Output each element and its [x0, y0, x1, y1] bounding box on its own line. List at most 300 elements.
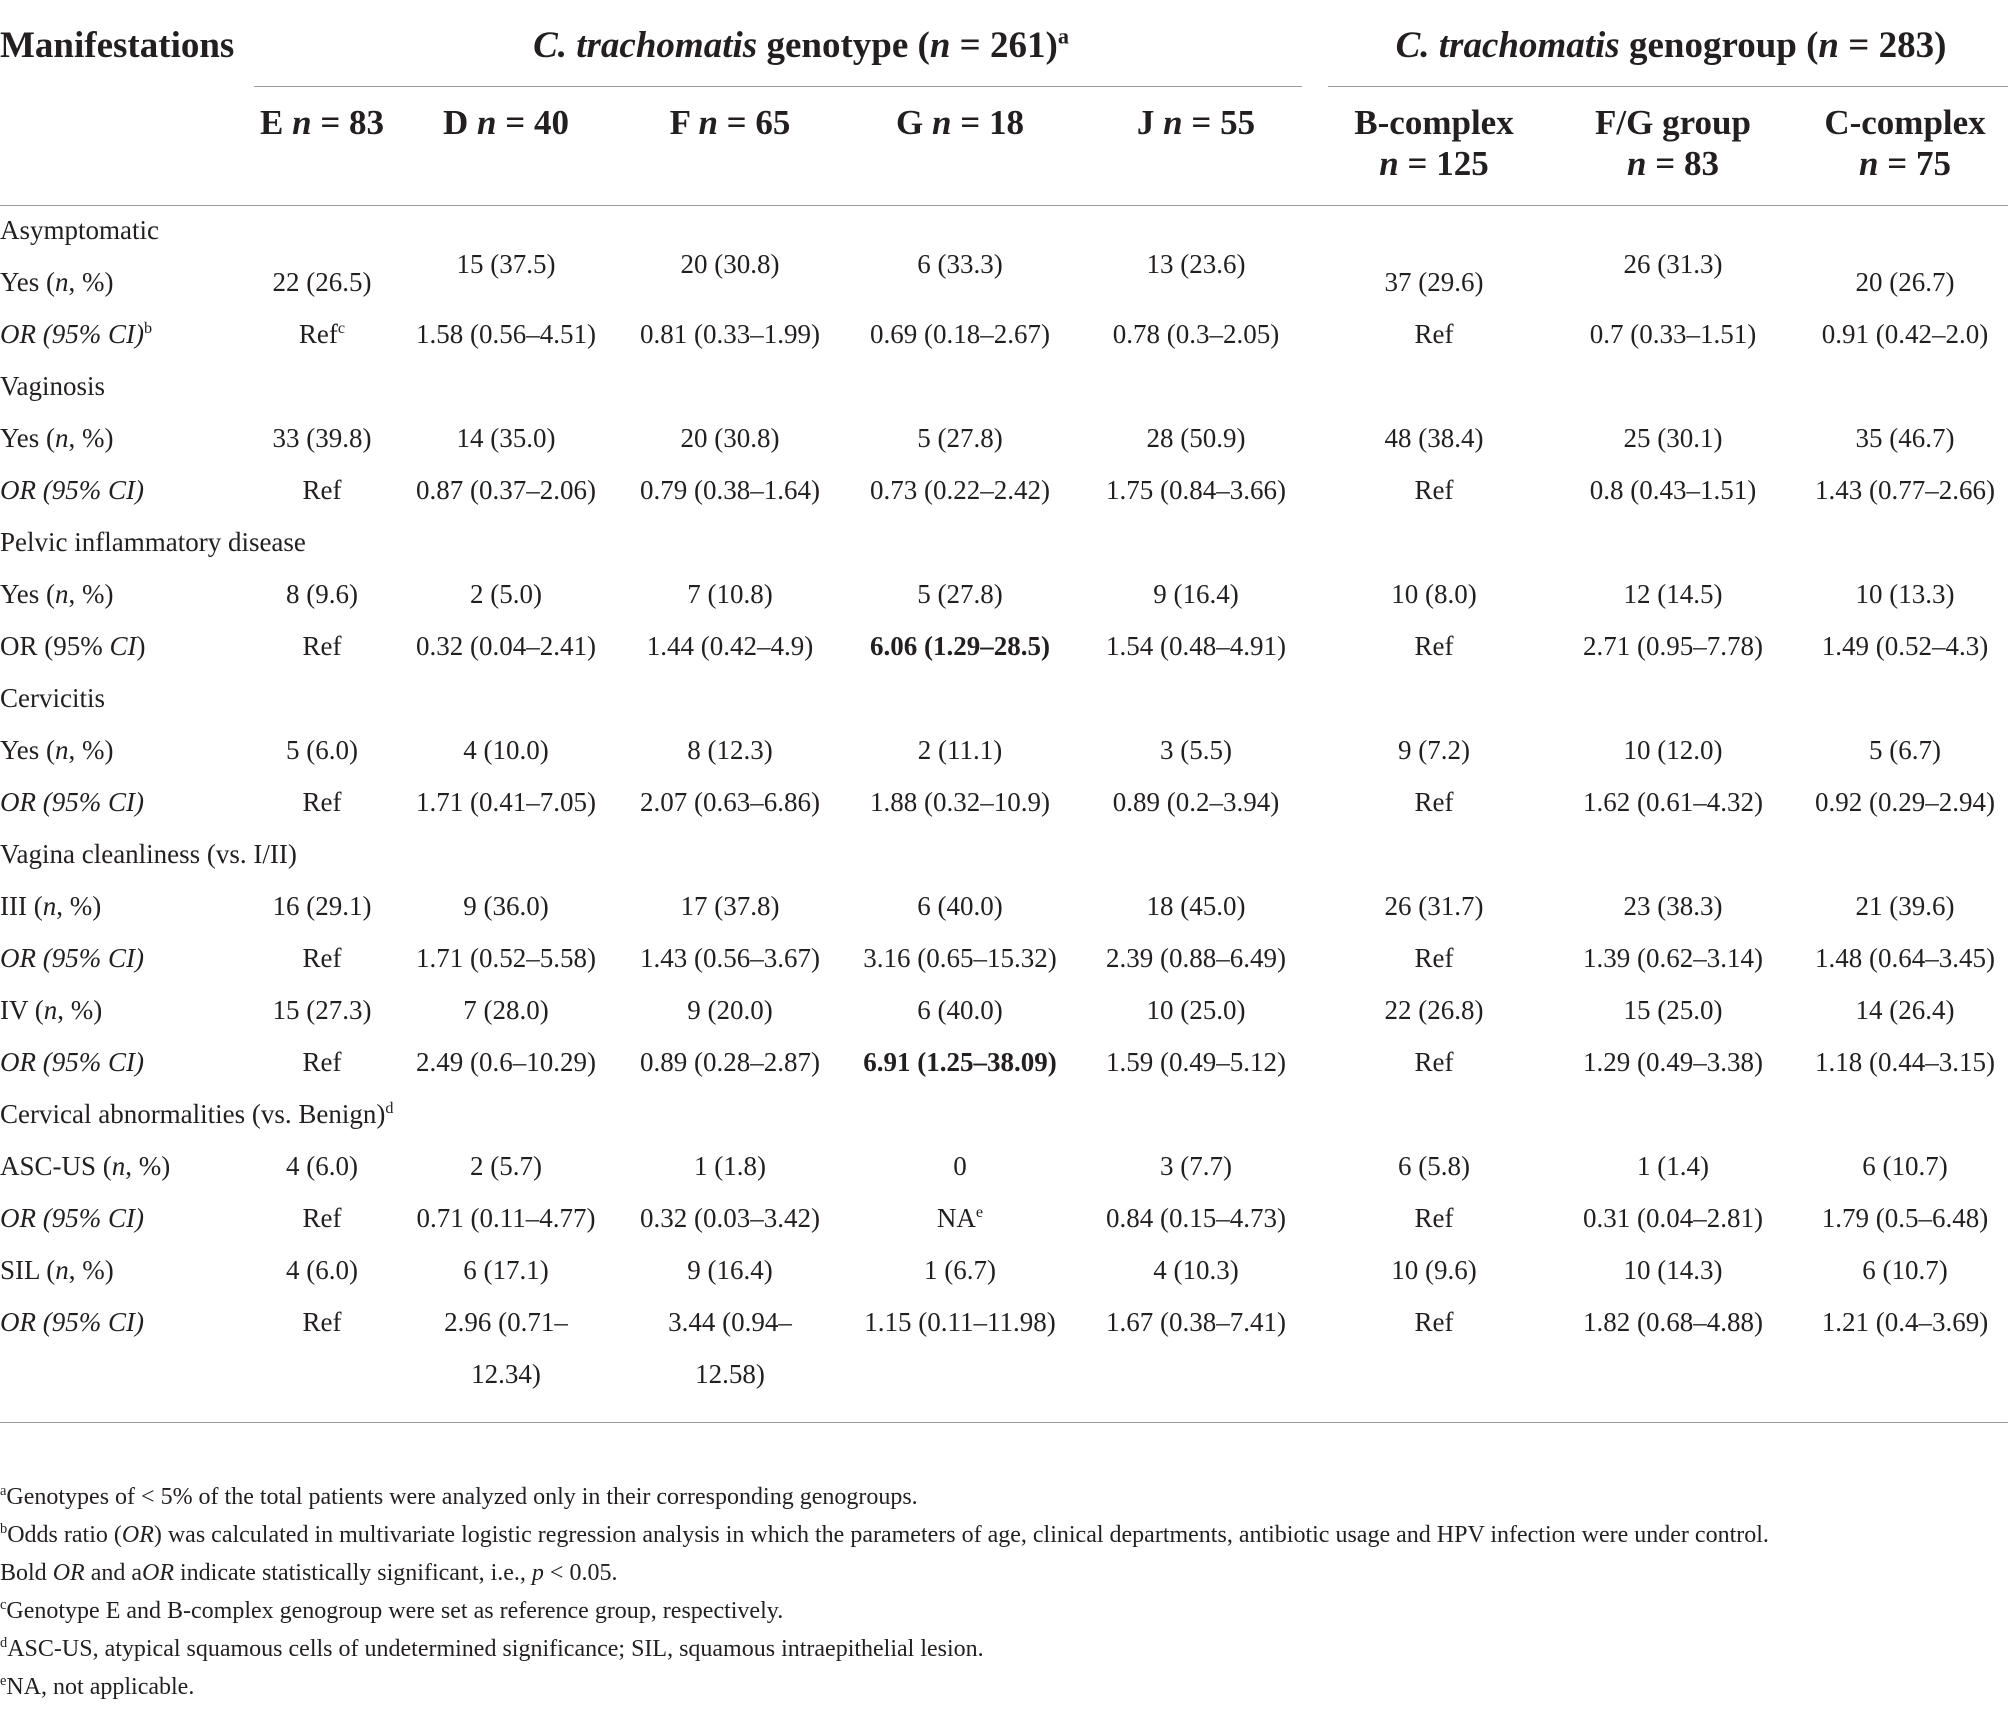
section-label: [0, 371, 105, 402]
row-label: [0, 943, 144, 974]
table-cell-value: 8 (9.6): [286, 579, 358, 609]
table-cell: [870, 319, 1050, 350]
table-cell: [457, 423, 556, 454]
table-cell: [681, 423, 780, 454]
footnote: [0, 1674, 194, 1701]
row-label-italic: n: [42, 891, 57, 921]
table-cell: [640, 1203, 820, 1234]
table-cell: [463, 891, 548, 922]
row-label: [0, 423, 114, 454]
table-cell: [1583, 943, 1763, 974]
table-cell-value: NA: [936, 1203, 976, 1233]
table-cell-value: 9 (20.0): [687, 995, 773, 1025]
table-cell: [1385, 267, 1484, 298]
table-cell: [917, 249, 1002, 280]
table-cell: [1398, 735, 1470, 766]
section-label-text: Cervicitis: [0, 683, 105, 713]
table-cell: [1624, 735, 1723, 766]
table-cell-value: Ref: [302, 943, 342, 973]
footnote-text: OR: [121, 1522, 154, 1548]
table-cell-value: 6 (10.7): [1862, 1151, 1948, 1181]
table-cell-value: 28 (50.9): [1146, 423, 1246, 453]
column-header: [1824, 103, 1985, 143]
table-cell: [303, 475, 342, 506]
column-header-n: n: [932, 103, 952, 142]
table-cell: [917, 579, 1002, 610]
header-genogroup-group: [1396, 24, 1947, 67]
table-cell: [303, 1307, 342, 1338]
table-cell: [870, 475, 1050, 506]
table-cell-value: 5 (6.7): [1869, 735, 1941, 765]
row-label: [0, 631, 146, 662]
table-cell-value: 2.39 (0.88–6.49): [1106, 943, 1286, 973]
table-cell-value: 1.82 (0.68–4.88): [1583, 1307, 1763, 1337]
table-cell: [286, 579, 358, 610]
table-cell-value: 0.78 (0.3–2.05): [1112, 319, 1280, 349]
table-cell-value: 1.44 (0.42–4.9): [646, 631, 814, 661]
table-cell-value: Ref: [1414, 319, 1454, 349]
row-label: [0, 1047, 144, 1078]
table-cell-value: 6 (40.0): [917, 891, 1003, 921]
table-cell-value: 1.18 (0.44–3.15): [1815, 1047, 1995, 1077]
section-label-text: Vagina cleanliness (vs. I/II): [0, 839, 297, 869]
footnote: [0, 1522, 1769, 1549]
table-cell-value: 14 (26.4): [1855, 995, 1955, 1025]
table-cell-value: Ref: [1414, 943, 1454, 973]
genotype-span-rule: [254, 86, 1302, 87]
table-cell-value: 1.75 (0.84–3.66): [1106, 475, 1286, 505]
footnote-marker: a: [0, 1483, 7, 1499]
table-cell: [917, 423, 1002, 454]
table-cell: [1583, 631, 1763, 662]
table-cell-value: 0.31 (0.04–2.81): [1583, 1203, 1763, 1233]
table-cell: [687, 735, 772, 766]
header-genogroup-label: genogroup (: [1619, 25, 1819, 66]
table-cell: [273, 995, 372, 1026]
table-cell-value: 21 (39.6): [1855, 891, 1955, 921]
table-cell: [1856, 423, 1955, 454]
column-header-count: = 18: [951, 103, 1024, 142]
column-header: [1354, 103, 1513, 143]
table-cell: [1624, 891, 1723, 922]
table-cell: [1415, 943, 1454, 974]
table-cell-value: Ref: [302, 1047, 342, 1077]
table-cell: [640, 475, 820, 506]
table-cell: [864, 1307, 1055, 1338]
table-cell-value: 3 (5.5): [1160, 735, 1232, 765]
table-cell-value: 25 (30.1): [1623, 423, 1723, 453]
table-cell-value: 6 (40.0): [917, 995, 1003, 1025]
table-cell: [299, 319, 345, 350]
table-cell: [1862, 1255, 1947, 1286]
table-cell-value: 7 (28.0): [463, 995, 549, 1025]
table-cell-value: 20 (30.8): [680, 249, 780, 279]
row-label: [0, 735, 114, 766]
footnote-text: OR: [52, 1560, 85, 1586]
column-header-n: n: [1379, 144, 1399, 183]
table-cell: [416, 319, 596, 350]
table-cell-value: 0.91 (0.42–2.0): [1821, 319, 1989, 349]
column-header-n: n: [1627, 144, 1647, 183]
table-cell: [1624, 995, 1723, 1026]
table-cell: [1583, 787, 1763, 818]
header-genotype-prefix: C. trachomatis: [533, 25, 758, 66]
column-header-count: = 83: [1646, 144, 1719, 183]
table-cell: [1147, 995, 1246, 1026]
table-cell: [416, 943, 596, 974]
row-label-tail: , %): [68, 267, 114, 297]
section-label: [0, 839, 297, 870]
table-cell-value: 0: [953, 1151, 967, 1181]
table-cell: [1391, 579, 1476, 610]
row-label-text: Yes (: [0, 267, 56, 297]
table-cell: [1637, 1151, 1709, 1182]
table-cell: [870, 631, 1050, 662]
row-label-italic: n: [55, 267, 69, 297]
row-label-italic: OR (95% CI): [0, 319, 144, 349]
row-label: [0, 1203, 144, 1234]
footnote-marker: b: [143, 319, 153, 337]
table-cell-value: 10 (25.0): [1146, 995, 1246, 1025]
table-cell: [917, 891, 1002, 922]
table-cell-value: 9 (16.4): [1153, 579, 1239, 609]
table-cell-value: 1.71 (0.52–5.58): [416, 943, 596, 973]
table-cell-value: 23 (38.3): [1623, 891, 1723, 921]
table-cell: [1113, 787, 1279, 818]
column-header-label: C-complex: [1824, 103, 1986, 142]
table-cell-value: 1.79 (0.5–6.48): [1821, 1203, 1989, 1233]
table-cell-value: 3.16 (0.65–15.32): [863, 943, 1057, 973]
table-cell-value: 20 (30.8): [680, 423, 780, 453]
table-cell: [463, 995, 548, 1026]
row-label: [0, 1151, 170, 1182]
table-cell-value: 0.69 (0.18–2.67): [870, 319, 1050, 349]
table-cell: [640, 943, 820, 974]
footnote-text: OR: [142, 1560, 174, 1586]
footnote-marker: c: [337, 319, 346, 337]
row-label-tail: , %): [68, 423, 114, 453]
header-genotype-group: [533, 24, 1069, 67]
table-cell-value: 4 (6.0): [286, 1255, 358, 1285]
table-cell: [1415, 319, 1454, 350]
table-cell-value: 0.84 (0.15–4.73): [1106, 1203, 1286, 1233]
table-cell: [273, 423, 372, 454]
row-label-text: ASC-US (: [0, 1151, 112, 1181]
table-cell-value: 1 (1.8): [694, 1151, 766, 1181]
row-label-tail: , %): [125, 1151, 171, 1181]
table-cell: [1590, 475, 1756, 506]
column-header-line2: [1379, 144, 1488, 184]
table-cell-value: 1.67 (0.38–7.41): [1106, 1307, 1286, 1337]
column-header-count: = 125: [1398, 144, 1489, 183]
table-cell: [863, 943, 1056, 974]
table-cell: [416, 1047, 596, 1078]
header-genogroup-prefix: C. trachomatis: [1395, 25, 1620, 66]
header-bottom-rule: [0, 205, 2008, 206]
table-cell-value: 6 (17.1): [463, 1255, 549, 1285]
table-cell: [1815, 787, 1995, 818]
column-header-n: n: [292, 103, 312, 142]
table-cell-value: 0.89 (0.28–2.87): [640, 1047, 820, 1077]
section-label-text: Pelvic inflammatory disease: [0, 527, 306, 557]
table-cell-value: 1.54 (0.48–4.91): [1106, 631, 1286, 661]
table-cell-value: 22 (26.8): [1384, 995, 1484, 1025]
table-cell-value: Ref: [1414, 1203, 1454, 1233]
table-cell: [457, 249, 556, 280]
column-header-label: F: [669, 103, 699, 142]
table-cell-value: 15 (37.5): [456, 249, 556, 279]
table-cell: [1153, 1255, 1238, 1286]
table-cell: [1815, 1047, 1995, 1078]
table-cell: [1624, 423, 1723, 454]
footnote-text: ) was calculated in multivariate logistic regression analysis in which the parameters of age, clinical departments, antibiotic usage and HPV infection were under control.: [153, 1522, 1769, 1548]
table-cell: [687, 579, 772, 610]
header-genotype-n: n: [929, 25, 951, 66]
table-cell: [463, 735, 548, 766]
table-cell: [303, 787, 342, 818]
table-cell: [694, 1151, 766, 1182]
table-cell-value: 5 (6.0): [286, 735, 358, 765]
table-cell: [286, 1255, 358, 1286]
table-cell-value: 1.48 (0.64–3.45): [1815, 943, 1995, 973]
table-cell: [470, 579, 542, 610]
table-cell-value: 1.49 (0.52–4.3): [1821, 631, 1989, 661]
column-header: [260, 103, 384, 143]
table-cell: [668, 1307, 792, 1338]
table-cell-value: 2 (11.1): [917, 735, 1003, 765]
row-label-text: III (: [0, 891, 43, 921]
table-cell-value: 1.58 (0.56–4.51): [416, 319, 596, 349]
row-label-italic: n: [55, 423, 69, 453]
table-cell-value: 1.39 (0.62–3.14): [1583, 943, 1763, 973]
column-header-n: n: [1163, 103, 1183, 142]
table-cell: [953, 1151, 967, 1182]
row-label: [0, 475, 144, 506]
column-header-label: E: [259, 103, 293, 142]
footnote: [0, 1636, 984, 1663]
row-label-tail: , %): [57, 995, 103, 1025]
table-cell-value: 12.58): [695, 1359, 765, 1389]
column-header-count: = 55: [1182, 103, 1256, 142]
row-label-tail: , %): [68, 579, 114, 609]
table-cell: [1415, 631, 1454, 662]
table-cell: [1822, 1203, 1988, 1234]
table-cell-value: Ref: [1414, 475, 1454, 505]
table-cell: [444, 1307, 568, 1338]
table-cell: [1398, 1151, 1470, 1182]
table-cell-value: 8 (12.3): [687, 735, 773, 765]
column-header-label: F/G group: [1595, 103, 1751, 142]
table-cell-value: 10 (13.3): [1855, 579, 1955, 609]
table-cell: [924, 1255, 996, 1286]
table-cell: [286, 735, 358, 766]
header-manifestations: Manifestations: [0, 25, 235, 66]
row-label-italic: OR (95% CI): [0, 475, 144, 505]
table-cell: [416, 631, 596, 662]
table-cell: [1415, 787, 1454, 818]
table-cell: [1147, 891, 1246, 922]
table-cell-value: Ref: [302, 1307, 342, 1337]
table-cell-value: Ref: [302, 631, 342, 661]
table-cell: [1856, 891, 1955, 922]
table-cell-value: 2 (5.0): [470, 579, 542, 609]
header-genotype-label: genotype (: [757, 25, 930, 66]
table-cell-value: 0.73 (0.22–2.42): [870, 475, 1050, 505]
row-label: [0, 579, 114, 610]
table-cell: [1856, 579, 1955, 610]
column-header: [670, 103, 791, 143]
section-label-text: Vaginosis: [0, 371, 106, 401]
table-cell: [1385, 995, 1484, 1026]
table-cell-value: 0.92 (0.29–2.94): [1815, 787, 1995, 817]
table-cell: [1147, 423, 1246, 454]
table-cell: [303, 943, 342, 974]
table-cell-value: 1 (1.4): [1637, 1151, 1709, 1181]
table-cell: [1160, 735, 1232, 766]
table-cell-value: 0.81 (0.33–1.99): [640, 319, 820, 349]
table-cell: [917, 995, 1002, 1026]
footnote: [0, 1598, 783, 1625]
table-cell-value: Ref: [1414, 1307, 1454, 1337]
table-cell: [870, 787, 1050, 818]
table-cell-value: 0.8 (0.43–1.51): [1589, 475, 1757, 505]
row-label-italic: n: [55, 735, 69, 765]
table-cell: [647, 631, 813, 662]
section-label-text: Cervical abnormalities (vs. Benign): [0, 1099, 386, 1129]
genogroup-span-rule: [1328, 86, 2008, 87]
table-cell-value: 35 (46.7): [1855, 423, 1955, 453]
row-label-text: OR (95%: [0, 631, 110, 661]
table-cell: [286, 1151, 358, 1182]
table-cell-value: Ref: [302, 1203, 342, 1233]
table-cell: [1815, 943, 1995, 974]
table-cell-value: 1.62 (0.61–4.32): [1583, 787, 1763, 817]
table-cell: [1583, 1047, 1763, 1078]
table-cell: [416, 787, 596, 818]
table-cell-value: 6.06 (1.29–28.5): [870, 631, 1050, 661]
table-cell: [1147, 249, 1246, 280]
table-cell: [1415, 475, 1454, 506]
column-header-n: n: [698, 103, 718, 142]
table-cell-value: 48 (38.4): [1384, 423, 1484, 453]
table-cell: [687, 995, 772, 1026]
table-cell: [1862, 1151, 1947, 1182]
footnote: [0, 1560, 617, 1587]
footnote-marker: d: [385, 1099, 394, 1117]
table-cell-value: 5 (27.8): [917, 423, 1003, 453]
table-cell: [303, 631, 342, 662]
section-label-text: Asymptomatic: [0, 215, 159, 245]
table-cell-value: 2.07 (0.63–6.86): [640, 787, 820, 817]
table-cell-value: 1.43 (0.77–2.66): [1815, 475, 1995, 505]
row-label-italic: n: [43, 995, 58, 1025]
row-label: [0, 1307, 144, 1338]
table-cell: [1856, 995, 1955, 1026]
column-header: [443, 103, 569, 143]
table-cell-value: 2.71 (0.95–7.78): [1583, 631, 1763, 661]
table-cell: [1153, 579, 1238, 610]
table-cell-value: 22 (26.5): [272, 267, 372, 297]
row-label-italic: OR (95% CI): [0, 943, 144, 973]
row-label-italic: OR (95% CI): [0, 1203, 144, 1233]
table-cell-value: 1 (6.7): [924, 1255, 996, 1285]
table-cell: [1590, 319, 1756, 350]
table-cell-value: 0.32 (0.03–3.42): [640, 1203, 820, 1233]
table-cell-value: 15 (27.3): [272, 995, 372, 1025]
table-cell-value: 14 (35.0): [456, 423, 556, 453]
table-cell-value: 6.91 (1.25–38.09): [863, 1047, 1057, 1077]
column-header: [1595, 103, 1751, 143]
table-cell-value: 3.44 (0.94–: [668, 1307, 792, 1337]
table-cell-value: 6 (5.8): [1398, 1151, 1470, 1181]
table-cell: [1624, 249, 1723, 280]
header-genogroup-rest: = 283): [1839, 25, 1947, 66]
section-label: [0, 683, 105, 714]
column-header-n: n: [1859, 144, 1879, 183]
footnote-marker: e: [0, 1673, 7, 1689]
row-label-text: IV (: [0, 995, 44, 1025]
footnote-text: Odds ratio (: [7, 1522, 122, 1548]
table-bottom-rule: [0, 1422, 2008, 1423]
table-cell-value: 1.59 (0.49–5.12): [1106, 1047, 1286, 1077]
table-cell: [416, 475, 596, 506]
table-cell-value: Ref: [298, 319, 338, 349]
table-cell-value: 4 (10.0): [463, 735, 549, 765]
table-cell: [640, 787, 820, 818]
row-label-tail: , %): [68, 1255, 114, 1285]
table-cell-value: 15 (25.0): [1623, 995, 1723, 1025]
footnote-text: Bold: [0, 1560, 53, 1586]
table-cell: [1106, 1203, 1286, 1234]
table-cell-value: 1.88 (0.32–10.9): [870, 787, 1050, 817]
table-cell: [1583, 1203, 1763, 1234]
table-cell-value: 0.89 (0.2–3.94): [1112, 787, 1280, 817]
column-header-count: = 40: [496, 103, 569, 142]
table-cell-value: 10 (9.6): [1391, 1255, 1477, 1285]
row-label-italic: OR (95% CI): [0, 787, 144, 817]
header-genotype-sup: a: [1057, 23, 1069, 49]
table-cell-value: Ref: [302, 475, 342, 505]
table-cell: [863, 1047, 1056, 1078]
table-cell: [1869, 735, 1941, 766]
table-cell: [640, 319, 820, 350]
table-cell: [1391, 1255, 1476, 1286]
footnote-marker: e: [975, 1203, 984, 1221]
header-genogroup-n: n: [1818, 25, 1840, 66]
row-label-text: Yes (: [0, 579, 56, 609]
column-header-count: = 75: [1878, 144, 1951, 183]
table-cell: [1385, 891, 1484, 922]
footnote-text: indicate statistically significant, i.e.,: [174, 1560, 532, 1586]
footnote-text: NA, not applicable.: [6, 1674, 195, 1700]
table-cell-value: 9 (36.0): [463, 891, 549, 921]
column-header-label: J: [1136, 103, 1164, 142]
row-label: [0, 1255, 114, 1286]
table-cell: [918, 735, 1002, 766]
row-label: [0, 891, 101, 922]
table-cell: [687, 1255, 772, 1286]
footnote-marker: b: [0, 1521, 8, 1537]
table-cell-value: 9 (16.4): [687, 1255, 773, 1285]
column-header-n: n: [477, 103, 497, 142]
table-cell-value: 10 (8.0): [1391, 579, 1477, 609]
row-label: [0, 267, 114, 298]
row-label: [0, 787, 144, 818]
table-cell-value: 26 (31.3): [1623, 249, 1723, 279]
table-cell: [1106, 631, 1286, 662]
table-cell: [1106, 943, 1286, 974]
table-cell: [681, 249, 780, 280]
